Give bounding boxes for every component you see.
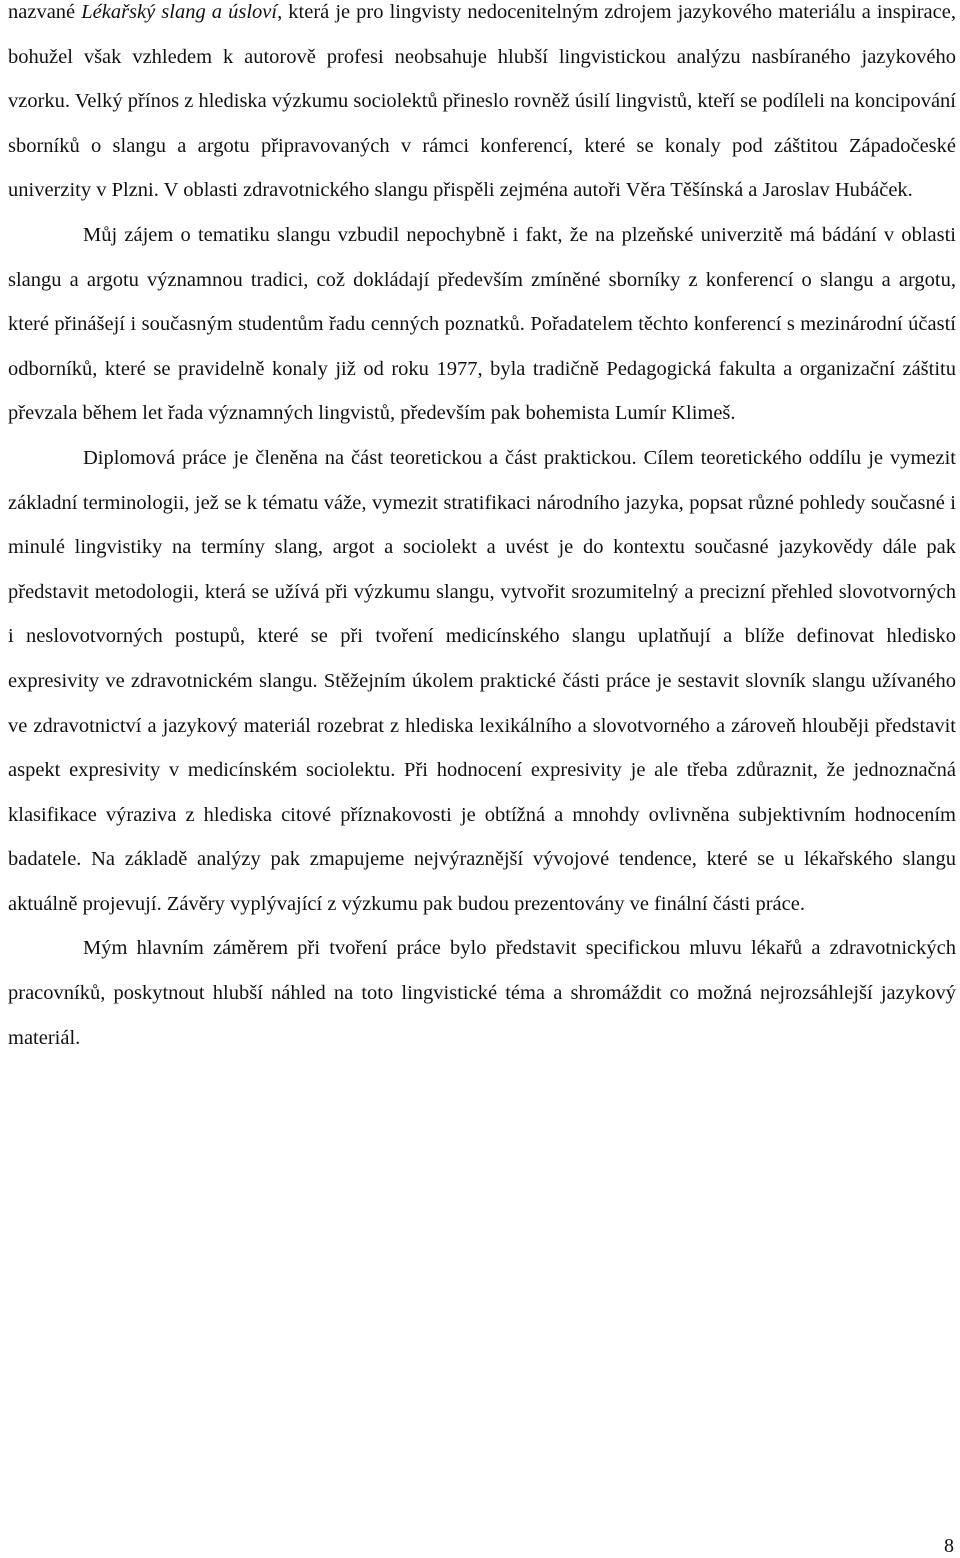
paragraph-1-body: , která je pro lingvisty nedocenitelným zdrojem jazykového materiálu a inspirace, bohužel však vzhledem k autorově profesi neobsahuje hlubší lingvistickou analýzu nasbíraného jazykového vzorku. Velký přínos z hlediska výzkumu sociolektů přineslo rovněž úsilí lingvistů, kteří se podíleli na koncipování sborníků o slangu a argotu připravovaných v rámci konferencí, které se konaly pod záštitou Západočeské univerzity v Plzni. V oblasti zdravotnického slangu přispěli zejména autoři Věra Těšínská a Jaroslav Hubáček. (8, 1, 956, 202)
page-number: 8 (944, 1535, 954, 1557)
paragraph-3: Diplomová práce je členěna na část teoretickou a část praktickou. Cílem teoretického oddílu je vymezit základní terminologii, jež se k tématu váže, vymezit stratifikaci národního jazyka, popsat různé pohledy současné i minulé lingvistiky na termíny slang, argot a sociolekt a uvést je do kontextu současné jazykovědy dále pak představit metodologii, která se užívá při výzkumu slangu, vytvořit srozumitelný a precizní přehled slovotvorných i neslovotvorných postupů, které se při tvoření medicínského slangu uplatňují a blíže definovat hledisko expresivity ve zdravotnickém slangu. Stěžejním úkolem praktické části práce je sestavit slovník slangu užívaného ve zdravotnictví a jazykový materiál rozebrat z hlediska lexikálního a slovotvorného a zároveň hlouběji představit aspekt expresivity v medicínském sociolektu. Při hodnocení expresivity je ale třeba zdůraznit, že jednoznačná klasifikace výraziva z hlediska citové příznakovosti je obtížná a mnohdy ovlivněna subjektivním hodnocením badatele. Na základě analýzy pak zmapujeme nejvýraznější vývojové tendence, které se u lékařského slangu aktuálně projevují. Závěry vyplývající z výzkumu pak budou prezentovány ve finální části práce. (8, 446, 956, 915)
book-title-italic: Lékařský slang a úsloví (81, 1, 278, 23)
paragraph-1 (8, 0, 956, 213)
paragraph-1-lead: nazvané (8, 1, 82, 23)
document-page (8, 0, 956, 1060)
paragraph-2: Můj zájem o tematiku slangu vzbudil nepochybně i fakt, že na plzeňské univerzitě má bádání v oblasti slangu a argotu významnou tradici, což dokládají především zmíněné sborníky z konferencí o slangu a argotu, které přinášejí i současným studentům řadu cenných poznatků. Pořadatelem těchto konferencí s mezinárodní účastí odborníků, které se pravidelně konaly již od roku 1977, byla tradičně Pedagogická fakulta a organizační záštitu převzala během let řada významných lingvistů, především pak bohemista Lumír Klimeš. (8, 223, 956, 425)
paragraph-4: Mým hlavním záměrem při tvoření práce bylo představit specifickou mluvu lékařů a zdravotnických pracovníků, poskytnout hlubší náhled na toto lingvistické téma a shromáždit co možná nejrozsáhlejší jazykový materiál. (8, 937, 956, 1049)
